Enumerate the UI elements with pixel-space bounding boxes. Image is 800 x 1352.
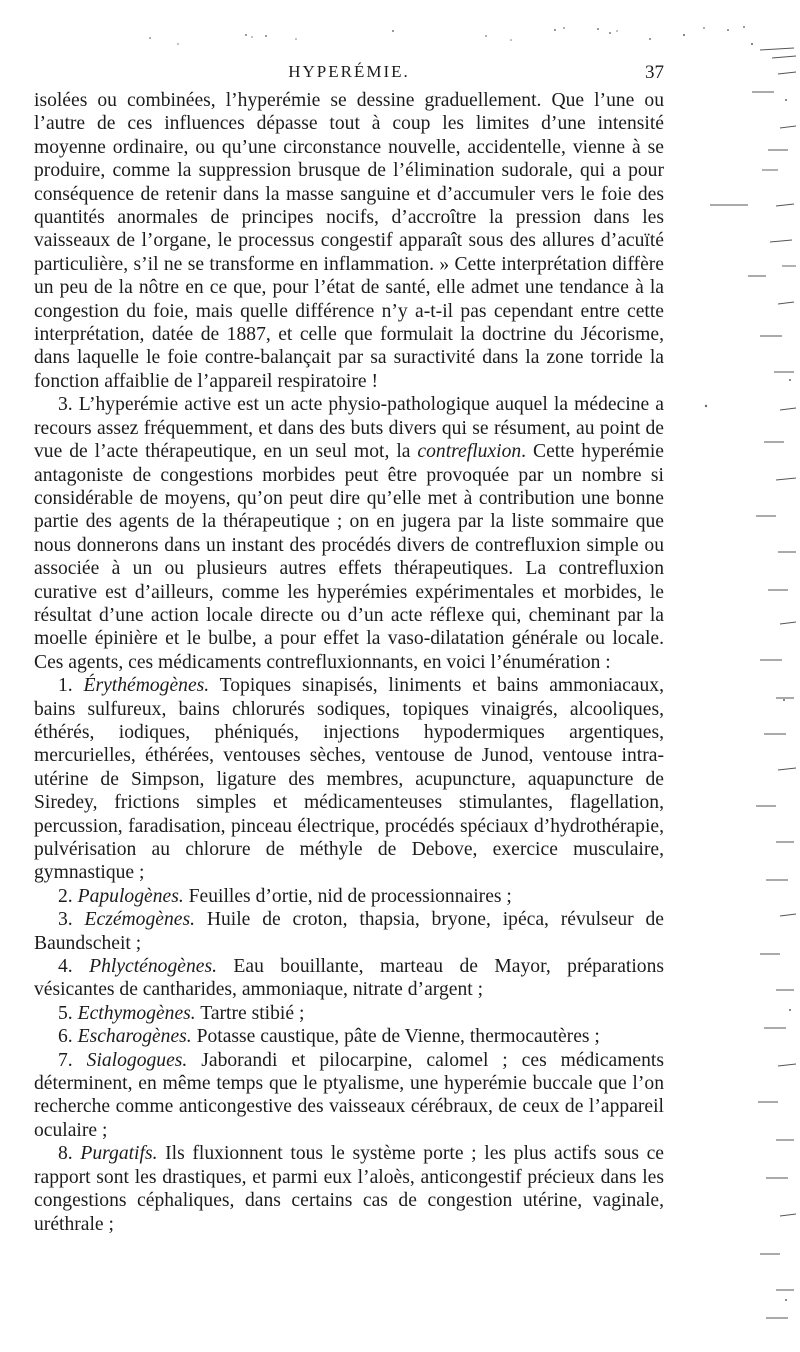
list-item-term: Phlycténogènes. [89,956,217,978]
list-item-number: 8. [58,1143,73,1165]
list-item-term: Eczémogènes. [84,909,195,931]
paragraph-continuation: isolées ou combinées, l’hyperémie se dessine graduellement. Que l’une ou l’autre de ces influences dépasse tout à coup les limites d’une intensité moyenne ordinaire, ou qu’une circonstance nouvelle, accidentelle, vienne à se produire, comme la suppression brusque de l’élimination sudorale, qui a pour conséquence de retenir dans la masse sanguine et d’accumuler vers le foie des quantités anormales de principes nocifs, d’accroître la pression dans les vaisseaux de l’organe, le processus congestif apparaît sous des allures d’acuïté particulière, s’il ne se transforme en inflammation. » Cette interprétation diffère un peu de la nôtre en ce que, pour l’état de santé, elle admet une tendance à la congestion du foie, mais quelle différence n’y a-t-il pas cependant entre cette interprétation, datée de 1887, et celle que formulait la doctrine du Jécorisme, dans laquelle le foie contre-balançait par sa suractivité dans la zone torride la fonction affaiblie de l’appareil respiratoire ! [34,90,664,392]
list-item [34,955,664,1002]
list-item-text: Topiques sinapisés, liniments et bains ammoniacaux, bains sulfureux, bains chlorurés sodiques, topiques vinaigrés, alcooliques, éthérés, iodiques, phéniqués, injections hypodermiques argentiques, mercurielles, éthérées, ventouses sèches, ventouse de Junod, ventouse intra-utérine de Simpson, ligature des membres, acupuncture, aquapuncture de Siredey, frictions simples et médicamenteuses stimulantes, flagellation, percussion, faradisation, pinceau électrique, procédés spéciaux d’hydrothérapie, pulvérisation au chlorure de méthyle de Debove, exercice musculaire, gymnastique ; [34,675,664,884]
list-item [34,1142,664,1236]
scan-speckle-top [0,0,800,60]
list-item-term: Érythémogènes. [83,675,210,697]
list-item-text: Potasse caustique, pâte de Vienne, thermocautères ; [191,1026,600,1048]
list-item-number: 4. [58,956,73,978]
list-item-number: 2. [58,885,73,907]
scan-bleed-margin [690,0,800,1352]
list-item-number: 3. [58,909,73,931]
page-number: 37 [645,62,664,83]
paragraph-contrefluxion [34,393,664,674]
list-item-term: Escharogènes. [77,1026,192,1048]
emphasized-term: contrefluxion [417,441,522,463]
list-item [34,1025,664,1048]
list-item-text: Ils fluxionnent tous le système porte ; les plus actifs sous ce rapport sont les drastiques, et parmi eux l’aloès, anticongestif précieux dans les congestions céphaliques, dans certains cas de congestion utérine, vaginale, uréthrale ; [34,1143,664,1235]
list-item-term: Sialogogues. [86,1049,188,1071]
list-item-term: Purgatifs. [80,1143,158,1165]
paragraph-text: 3. L’hyperémie active est un acte physio-pathologique auquel la médecine a recours assez fréquemment, et dans des buts divers qui se résument, au point de vue de l’acte thérapeutique, en un seul mot, la [34,394,664,463]
list-item-term: Ecthymogènes. [77,1002,196,1024]
list-item-text: Tartre stibié ; [195,1002,305,1024]
list-item-number: 7. [58,1049,73,1071]
list-item-text: Eau bouillante, marteau de Mayor, préparations vésicantes de cantharides, ammoniaque, nitrate d’argent ; [34,956,664,1001]
running-title: HYPERÉMIE. [288,62,410,81]
list-item-text: Jaborandi et pilocarpine, calomel ; ces médicaments déterminent, en même temps que le ptyalisme, une hyperémie buccale que l’on recherche comme anticongestive des vaisseaux cérébraux, de ceux de l’appareil oculaire ; [34,1049,664,1141]
list-item [34,885,664,908]
list-item-text: Feuilles d’ortie, nid de processionnaires ; [183,885,512,907]
list-item [34,674,664,885]
list-item-number: 5. [58,1002,73,1024]
list-item [34,1049,664,1143]
paragraph-text: . Cette hyperémie antagoniste de congestions morbides peut être provoquée par un nombre si considérable de moyens, qu’on peut dire qu’elle met à contribution une bonne partie des agents de la thérapeutique ; on en jugera par la liste sommaire que nous donnerons dans un instant des procédés divers de contrefluxion simple ou associée à un ou plusieurs autres effets thérapeutiques. La contrefluxion curative est d’ailleurs, comme les hyperémies expérimentales et morbides, le résultat d’une action locale directe ou d’un acte réflexe qui, cheminant par la moelle épinière et le bulbe, a pour effet la vaso-dilatation générale ou locale. Ces agents, ces médicaments contrefluxionnants, en voici l’énumération : [34,441,664,673]
list-item [34,1002,664,1025]
list-item-text: Huile de croton, thapsia, bryone, ipéca, révulseur de Baundscheit ; [34,909,664,954]
list-item-number: 1. [58,675,73,697]
list-item-number: 6. [58,1026,73,1048]
list-item-term: Papulogènes. [77,885,184,907]
list-item [34,908,664,955]
page-header [34,62,664,86]
body-text [34,89,664,1236]
